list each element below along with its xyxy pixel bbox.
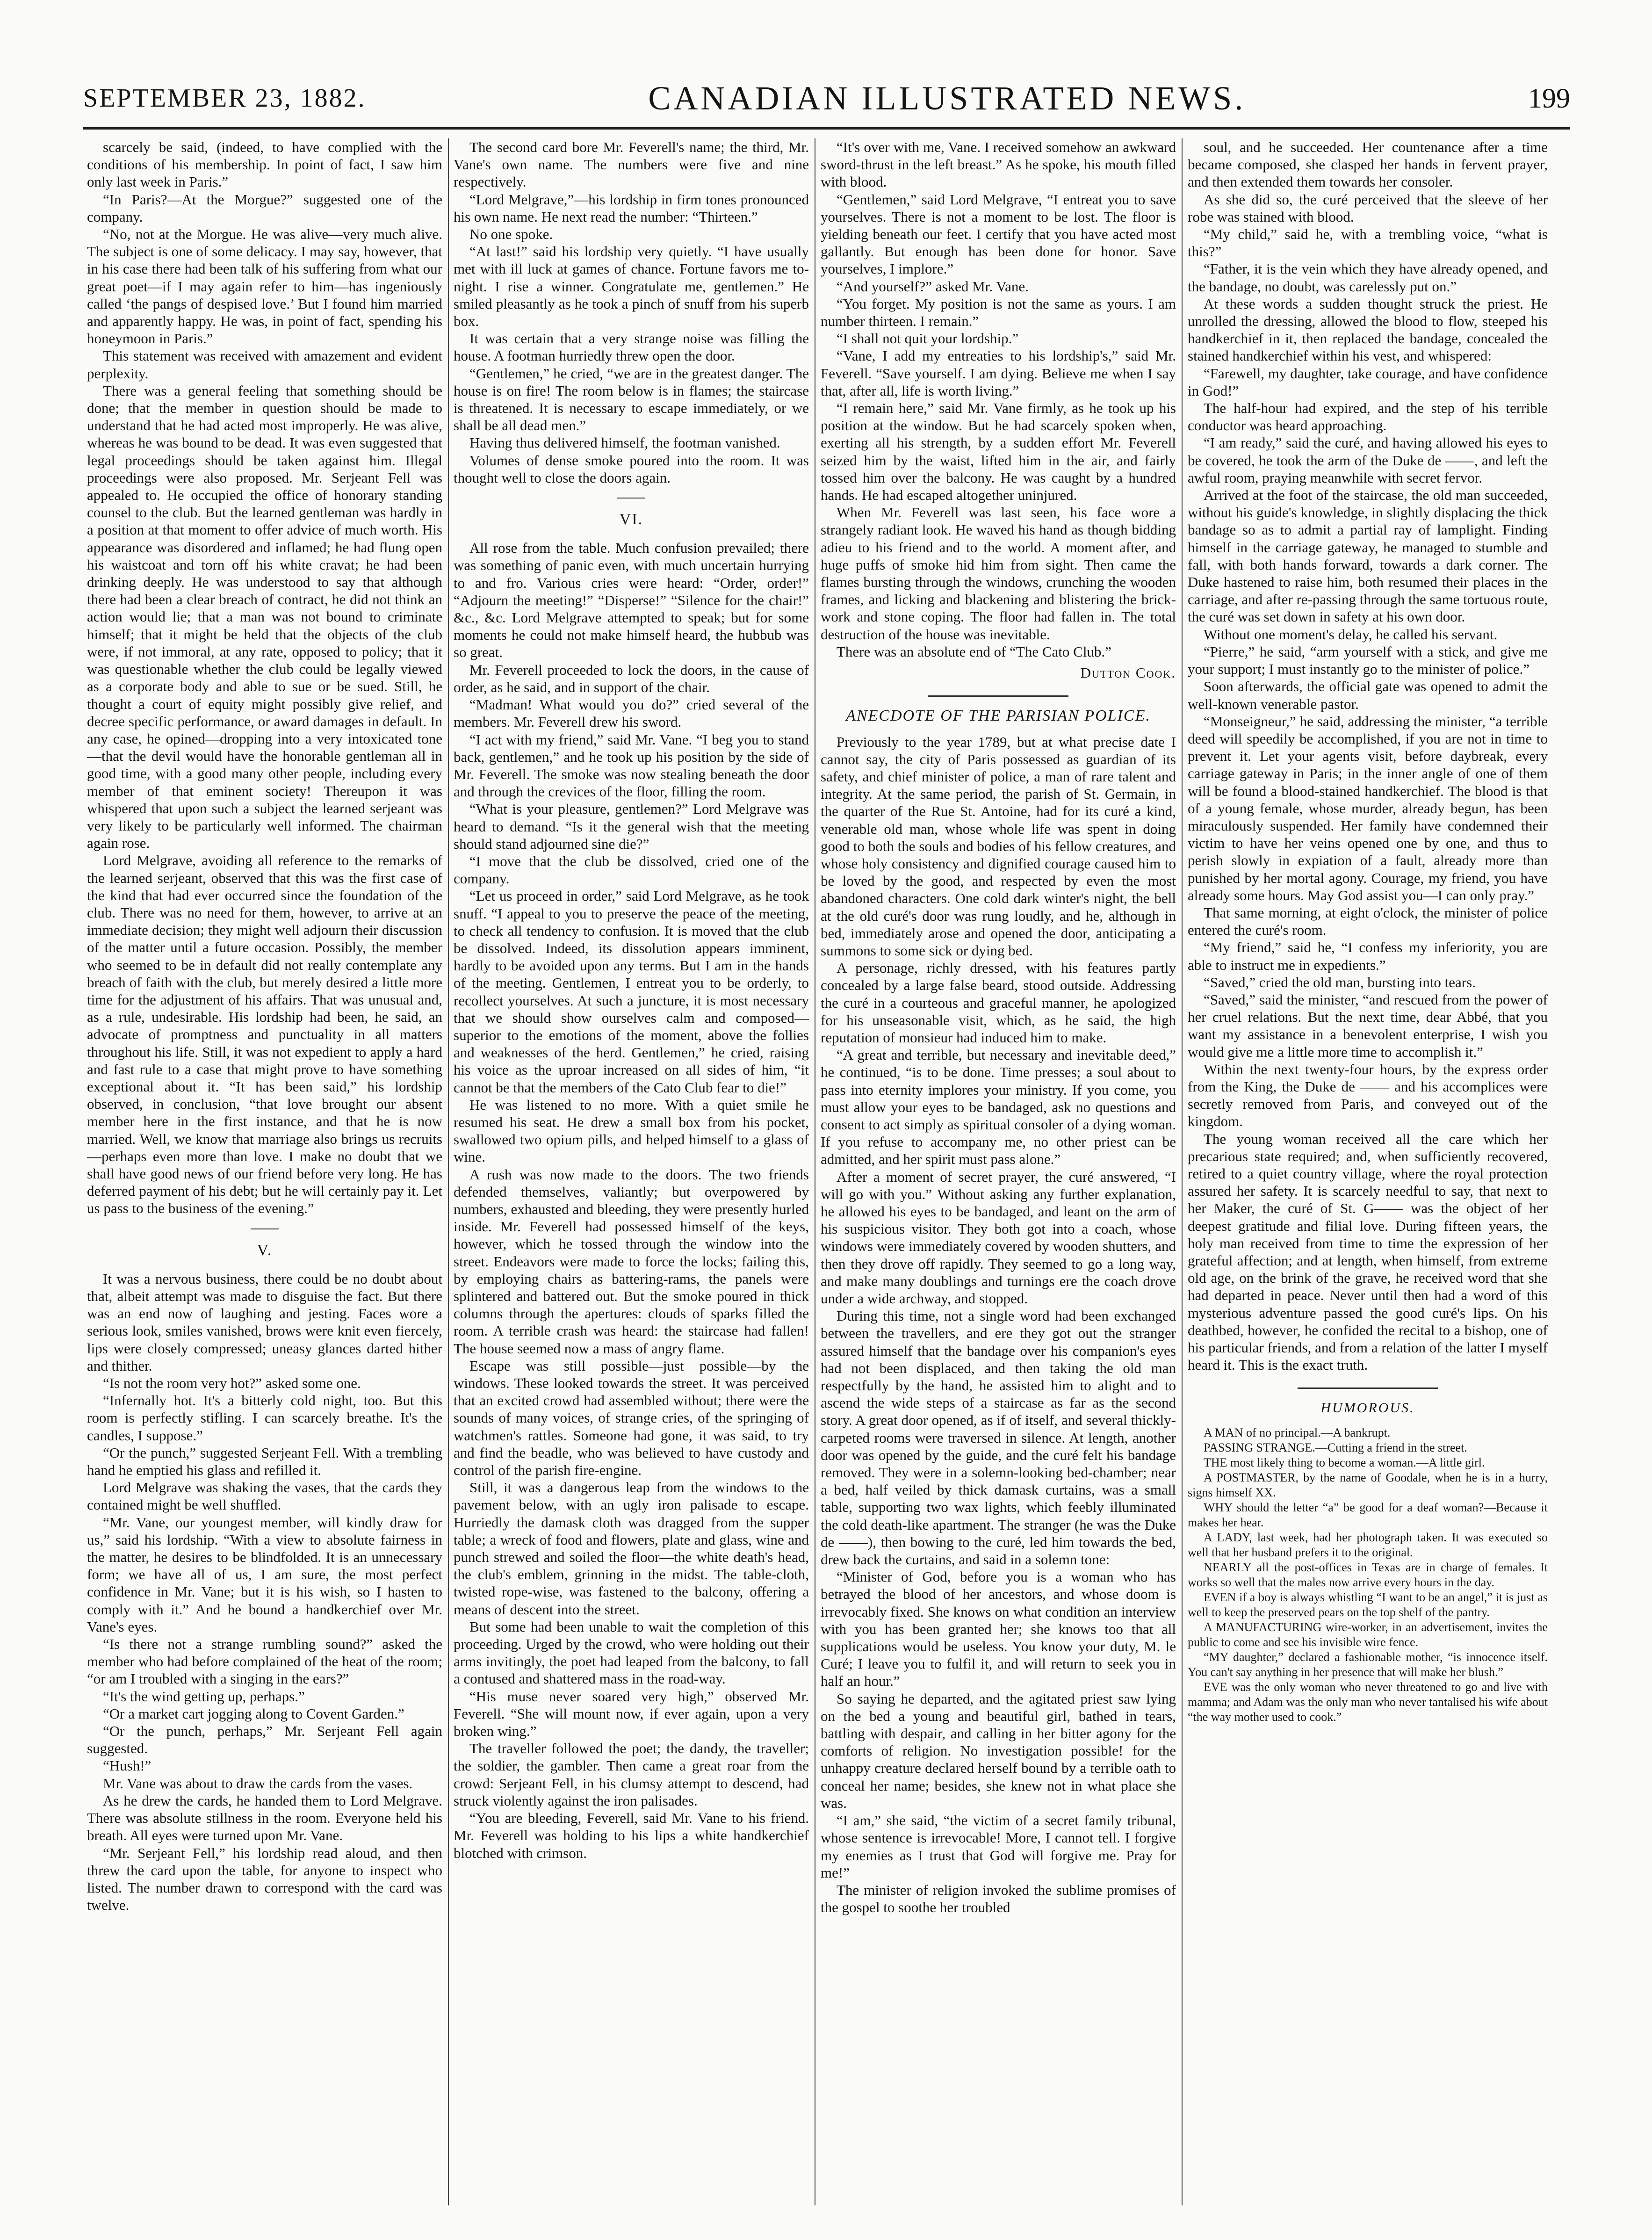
- paragraph: “I move that the club be dissolved, cried one of the company.: [454, 853, 809, 887]
- paragraph: There was an absolute end of “The Cato Club.”: [837, 643, 1111, 660]
- paragraph: “Infernally hot. It's a bitterly cold night, too. But this room is perfectly stifling. I can scarcely breathe. It's the candles, I suppose.”: [87, 1392, 442, 1444]
- paragraph: “Is not the room very hot?” asked some one.: [103, 1375, 361, 1392]
- paragraph: Still, it was a dangerous leap from the windows to the pavement below, with an ugly iron palisade to escape. Hurriedly the damask cloth was dragged from the supper table; a wreck of food and flowers, plate and glass, wine and punch strewed and soiled the floor—the white death's head, the club's emblem, grinning in the midst. The table-cloth, twisted rope-wise, was fastened to the balcony, offering a means of descent into the street.: [454, 1479, 809, 1618]
- paragraph: “Vane, I add my entreaties to his lordship's,” said Mr. Feverell. “Save yourself. I am dying. Believe me when I say that, after all, life is worth living.”: [821, 347, 1176, 399]
- paragraph: A LADY, last week, had her photograph taken. It was executed so well that her husband prefers it to the original.: [1188, 1530, 1548, 1559]
- paragraph: “At last!” said his lordship very quietly. “I have usually met with ill luck at games of chance. Fortune favors me to-night. I rise a winner. Congratulate me, gentlemen.” He smiled pleasantly as he took a pinch of snuff from his superb box.: [454, 243, 809, 330]
- paragraph: Mr. Feverell proceeded to lock the doors, in the cause of order, as he said, and in support of the chair.: [454, 661, 809, 695]
- paragraph: Mr. Vane was about to draw the cards from the vases.: [103, 1775, 413, 1792]
- section-separator: [617, 498, 645, 499]
- paragraph: “No, not at the Morgue. He was alive—very much alive. The subject is one of some delicacy. I may say, however, that in his case there had been talk of his suffering from what our great poet—if I may again refer to him—has ingeniously called ‘the pangs of despised love.’ But I found him married and apparently happy. He was, in point of fact, spending his honeymoon in Paris.”: [87, 226, 442, 347]
- paragraph: This statement was received with amazement and evident perplexity.: [87, 347, 442, 382]
- paragraph: “Or the punch,” suggested Serjeant Fell. With a trembling hand he emptied his glass and refilled it.: [87, 1444, 442, 1479]
- paragraph: “Let us proceed in order,” said Lord Melgrave, as he took snuff. “I appeal to you to preserve the peace of the meeting, to check all tendency to confusion. It is moved that the club be dissolved. Indeed, its dissolution appears imminent, hardly to be avoided upon any terms. But I am in the hands of the meeting. Gentlemen, I entreat you to be orderly, to recollect yourselves. At such a juncture, it is most necessary that we should show ourselves calm and composed—superior to the emotions of the moment, above the follies and weaknesses of the herd. Gentlemen,” he cried, raising his voice as the uproar increased on all sides of him, “it cannot be that the members of the Cato Club fear to die!”: [454, 888, 809, 1096]
- paragraph: It was certain that a very strange noise was filling the house. A footman hurriedly threw open the door.: [454, 330, 809, 364]
- paragraph: Within the next twenty-four hours, by the express order from the King, the Duke de —— and his accomplices were secretly removed from Paris, and conveyed out of the kingdom.: [1188, 1061, 1548, 1130]
- paragraph: “It's over with me, Vane. I received somehow an awkward sword-thrust in the left breast.” As he spoke, his mouth filled with blood.: [821, 139, 1176, 190]
- paragraph: “Saved,” said the minister, “and rescued from the power of her cruel relations. But the next time, dear Abbé, that you want my assistance in a benevolent enterprise, I wish you would give me a little more time to accomplish it.”: [1188, 991, 1548, 1060]
- humorous-items: [1188, 1425, 1548, 1725]
- masthead-rule: [83, 127, 1570, 130]
- paragraph: “Lord Melgrave,”—his lordship in firm tones pronounced his own name. He next read the number: “Thirteen.”: [454, 191, 809, 225]
- paragraph: “Or the punch, perhaps,” Mr. Serjeant Fell again suggested.: [87, 1723, 442, 1757]
- col4-paragraphs: [1188, 138, 1548, 1373]
- paragraph: “Gentlemen,” said Lord Melgrave, “I entreat you to save yourselves. There is not a moment to be lost. The floor is yielding beneath our feet. I certify that you have acted most gallantly. But enough has been done for honor. Save yourselves, I implore.”: [821, 191, 1176, 277]
- paragraph: “I shall not quit your lordship.”: [837, 330, 1019, 347]
- col2-paragraphs: [454, 138, 809, 486]
- paragraph: WHY should the letter “a” be good for a deaf woman?—Because it makes her hear.: [1188, 1500, 1548, 1529]
- paragraph: The minister of religion invoked the sublime promises of the gospel to soothe her troubled: [821, 1881, 1176, 1916]
- paragraph: EVE was the only woman who never threatened to go and live with mamma; and Adam was the only man who never tantalised his wife about “the way mother used to cook.”: [1188, 1680, 1548, 1724]
- column-rule: [448, 138, 449, 2205]
- paragraph: A rush was now made to the doors. The two friends defended themselves, valiantly; but overpowered by numbers, exhausted and bleeding, they were presently hurled inside. Mr. Feverell had possessed himself of the keys, however, which he tossed through the window into the street. Endeavors were made to force the locks; failing this, by employing chairs as battering-rams, the panels were splintered and battered out. But the smoke poured in thick columns through the apertures: clouds of sparks filled the room. A terrible crash was heard: the staircase had fallen! The house seemed now a mass of angry flame.: [454, 1166, 809, 1357]
- paragraph: “In Paris?—At the Morgue?” suggested one of the company.: [87, 191, 442, 225]
- column-4: [1188, 138, 1548, 2205]
- paragraph: He was listened to no more. With a quiet smile he resumed his seat. He drew a small box from his pocket, swallowed two opium pills, and helped himself to a glass of wine.: [454, 1096, 809, 1165]
- paragraph: Arrived at the foot of the staircase, the old man succeeded, without his guide's knowledge, in slightly displacing the thick bandage so as to admit a partial ray of lamplight. Finding himself in the carriage gateway, he managed to stumble and fall, with both hands forward, towards a dark corner. The Duke hastened to raise him, both resumed their places in the carriage, and after re-passing through the same tortuous route, the curé was set down in safety at his own door.: [1188, 487, 1548, 625]
- paragraph: “You are bleeding, Feverell, said Mr. Vane to his friend. Mr. Feverell was holding to his lips a white handkerchief blotched with crimson.: [454, 1810, 809, 1861]
- article-title: ANECDOTE OF THE PARISIAN POLICE.: [846, 707, 1151, 725]
- paragraph: scarcely be said, (indeed, to have complied with the conditions of his membership. In point of fact, I saw him only last week in Paris.”: [87, 139, 442, 190]
- paragraph: “Father, it is the vein which they have already opened, and the bandage, no doubt, was carelessly put on.”: [1188, 260, 1548, 295]
- paragraph: The traveller followed the poet; the dandy, the traveller; the soldier, the gambler. Then came a great roar from the crowd: Serjeant Fell, in his clumsy attempt to descend, had struck violently against the iron palisades.: [454, 1740, 809, 1809]
- column-1: [87, 138, 442, 2196]
- issue-date: SEPTEMBER 23, 1882.: [83, 84, 366, 113]
- paragraph: “Mr. Serjeant Fell,” his lordship read aloud, and then threw the card upon the table, for anyone to inspect who listed. The number drawn to correspond with the card was twelve.: [87, 1844, 442, 1914]
- paragraph: “Hush!”: [103, 1757, 151, 1774]
- section-heading-vi: VI.: [619, 511, 643, 528]
- paragraph: NEARLY all the post-offices in Texas are in charge of females. It works so well that the males now arrive every hours in the day.: [1188, 1560, 1548, 1589]
- masthead: [83, 70, 1570, 126]
- paragraph: Without one moment's delay, he called his servant.: [1204, 626, 1498, 643]
- paragraph: The half-hour had expired, and the step of his terrible conductor was heard approaching.: [1188, 400, 1548, 434]
- paragraph: “A great and terrible, but necessary and inevitable deed,” he continued, “is to be done. Time presses; a soul about to pass into eternity implores your ministry. If you come, you must allow your eyes to be bandaged, ask no questions and consent to act simply as spiritual consoler of a dying woman. If you refuse to accompany me, no other priest can be admitted, and her spirit must pass alone.”: [821, 1047, 1176, 1168]
- paragraph: At these words a sudden thought struck the priest. He unrolled the dressing, allowed the blood to flow, steeped his handkerchief in it, then replaced the bandage, concealed the stained handkerchief within his vest, and whispered:: [1188, 295, 1548, 364]
- paragraph: “I am ready,” said the curé, and having allowed his eyes to be covered, he took the arm of the Duke de ——, and left the awful room, praying meanwhile with secret fervor.: [1188, 434, 1548, 486]
- paragraph: All rose from the table. Much confusion prevailed; there was something of panic even, with much uncertain hurrying to and fro. Various cries were heard: “Order, order!” “Adjourn the meeting!” “Disperse!” “Silence for the chair!” &c., &c. Lord Melgrave attempted to speak; but for some moments he could not make himself heard, the hubbub was so great.: [454, 540, 809, 661]
- col1-paragraphs: [87, 138, 442, 1217]
- paragraph: The young woman received all the care which her precarious state required; and, when sufficiently recovered, retired to a quiet country village, where the royal protection assured her safety. It is scarcely needful to say, that next to her Maker, the curé of St. G—— was the object of her deepest gratitude and filial love. During fifteen years, the holy man received from time to time the expression of her grateful affection; and at length, when himself, from extreme old age, on the brink of the grave, he received word that she had departed in peace. Never until then had a word of this mysterious adventure passed the good curé's lips. On his deathbed, however, he confided the recital to a bishop, one of his particular friends, and from a relation of the latter I myself heard it. This is the exact truth.: [1188, 1130, 1548, 1373]
- paragraph: Having thus delivered himself, the footman vanished.: [469, 434, 780, 451]
- paragraph: The second card bore Mr. Feverell's name; the third, Mr. Vane's own name. The numbers were five and nine respectively.: [454, 139, 809, 190]
- paragraph: “And yourself?” asked Mr. Vane.: [837, 278, 1029, 295]
- paragraph: “My friend,” said he, “I confess my inferiority, you are able to instruct me in expedients.”: [1188, 939, 1548, 973]
- column-rule: [1182, 138, 1183, 2205]
- paragraph: “It's the wind getting up, perhaps.”: [103, 1688, 305, 1705]
- paragraph: As she did so, the curé perceived that the sleeve of her robe was stained with blood.: [1188, 191, 1548, 225]
- paragraph: It was a nervous business, there could be no doubt about that, albeit attempt was made to disguise the fact. But there was an end now of laughing and jesting. Faces wore a serious look, smiles vanished, brows were knit even fiercely, lips were closely compressed; uneasy glances darted hither and thither.: [87, 1270, 442, 1374]
- paragraph: “Is there not a strange rumbling sound?” asked the member who had before complained of the heat of the room; “or am I troubled with a singing in the ears?”: [87, 1636, 442, 1687]
- paragraph: “You forget. My position is not the same as yours. I am number thirteen. I remain.”: [821, 295, 1176, 330]
- paragraph: A POSTMASTER, by the name of Goodale, when he is in a hurry, signs himself XX.: [1188, 1470, 1548, 1499]
- col3-article-paragraphs: [821, 733, 1176, 1916]
- paragraph: Lord Melgrave, avoiding all reference to the remarks of the learned serjeant, observed that this was the first case of the kind that had ever occurred since the foundation of the club. There was no need for them, however, to arrive at an immediate decision; they might well adjourn their discussion of the matter until a future occasion. Possibly, the member who seemed to be in default did not really contemplate any breach of faith with the club, but merely desired a little more time for the adjustment of his affairs. That was unusual and, as a rule, undesirable. His lordship had been, he said, an advocate of promptness and punctuality in all matters throughout his life. Still, it was not expedient to apply a hard and fast rule to a case that might prove to have something exceptional about it. “It has been said,” his lordship observed, in conclusion, “that love brought our absent member here in the first instance, and that he is now married. Well, we know that marriage also brings us recruits—perhaps even more than love. I make no doubt that we shall have good news of our friend before very long. He has deferred payment of his debt; but he will certainly pay it. Let us pass to the business of the evening.”: [87, 852, 442, 1217]
- paragraph: “MY daughter,” declared a fashionable mother, “is innocence itself. You can't say anything in her presence that will make her blush.”: [1188, 1650, 1548, 1679]
- humorous-heading: HUMOROUS.: [1320, 1400, 1415, 1416]
- paragraph: Previously to the year 1789, but at what precise date I cannot say, the city of Paris possessed as guardian of its safety, and chief minister of police, a man of rare talent and integrity. At the same period, the parish of St. Germain, in the quarter of the Rue St. Antoine, had for its curé a kind, venerable old man, whose whole life was spent in doing good to both the souls and bodies of his fellow creatures, and whose holy consistency and dignified courage caused him to be loved by the good, and respected by even the most abandoned characters. One cold dark winter's night, the bell at the old curé's door was rung loudly, and he, although in bed, immediately arose and opened the door, anticipating a summons to some sick or dying bed.: [821, 733, 1176, 959]
- paragraph: There was a general feeling that something should be done; that the member in question should be made to understand that he had acted most improperly. He was alive, whereas he was bound to be dead. It was even suggested that legal proceedings should be taken against him. Illegal proceedings were also proposed. Mr. Serjeant Fell was appealed to. He occupied the office of honorary standing counsel to the club. But the learned gentleman was hardly in a position at that moment to offer advice of much worth. His appearance was disordered and inflamed; he had flung open his waistcoat and torn off his white cravat; he had been drinking deeply. He was understood to say that although there had been a clear breach of contract, he did not think an action would lie; that a man was not bound to criminate himself; that it might be held that the objects of the club were, if not immoral, at any rate, opposed to policy; that it was questionable whether the club could be legally viewed as a corporate body and able to sue or be sued. Still, he thought a court of equity might possibly give relief, and decree specific performance, or award damages in default. In any case, he opined—dropping into a very intoxicated tone—that the devil would have the honorable gentleman all in good time, with a good many other people, including every member of that eminent society! Thereupon it was whispered that upon such a subject the learned serjeant was very likely to be particularly well informed. The chairman again rose.: [87, 382, 442, 852]
- author-signature: Dutton Cook.: [1080, 665, 1176, 681]
- paragraph: “Saved,” cried the old man, bursting into tears.: [1204, 974, 1476, 990]
- paragraph: “Or a market cart jogging along to Covent Garden.”: [103, 1705, 404, 1722]
- section-heading-v: V.: [257, 1241, 273, 1259]
- article-separator: [928, 695, 1068, 697]
- paragraph: As he drew the cards, he handed them to Lord Melgrave. There was absolute stillness in the room. Everyone held his breath. All eyes were turned upon Mr. Vane.: [87, 1792, 442, 1844]
- paragraph: Soon afterwards, the official gate was opened to admit the well-known venerable pastor.: [1188, 678, 1548, 712]
- paragraph: A personage, richly dressed, with his features partly concealed by a large false beard, stood outside. Addressing the curé in a courteous and graceful manner, he apologized for his unseasonable visit, which, as he said, the high reputation of monsieur had induced him to make.: [821, 960, 1176, 1046]
- page-number: 199: [1528, 82, 1570, 114]
- paragraph: THE most likely thing to become a woman.—A little girl.: [1204, 1455, 1485, 1469]
- paragraph: So saying he departed, and the agitated priest saw lying on the bed a young and beautiful girl, bathed in tears, battling with despair, and calling in her bitter agony for the comforts of religion. No investigation possible! for the unhappy creature declared herself bound by a terrible oath to conceal her name; besides, she knew not in what place she was.: [821, 1690, 1176, 1811]
- col3-paragraphs: [821, 138, 1176, 660]
- paragraph: When Mr. Feverell was last seen, his face wore a strangely radiant look. He waved his hand as though bidding adieu to his friend and to the world. A moment after, and huge puffs of smoke hid him from sight. Then came the flames bursting through the windows, crunching the wooden frames, and licking and blackening and blistering the brick-work and stone coping. The floor had fallen in. The total destruction of the house was inevitable.: [821, 504, 1176, 643]
- paragraph: Volumes of dense smoke poured into the room. It was thought well to close the doors again.: [454, 452, 809, 486]
- paragraph: A MANUFACTURING wire-worker, in an advertisement, invites the public to come and see his invisible wire fence.: [1188, 1620, 1548, 1649]
- paragraph: Lord Melgrave was shaking the vases, that the cards they contained might be well shuffled.: [87, 1479, 442, 1513]
- column-3: [821, 138, 1176, 2215]
- newspaper-title: CANADIAN ILLUSTRATED NEWS.: [648, 79, 1246, 117]
- paragraph: “I act with my friend,” said Mr. Vane. “I beg you to stand back, gentlemen,” and he took up his position by the side of Mr. Feverell. The smoke was now stealing beneath the door and through the crevices of the floor, filling the room.: [454, 731, 809, 800]
- paragraph: After a moment of secret prayer, the curé answered, “I will go with you.” Without asking any further explanation, he allowed his eyes to be bandaged, and leant on the arm of his suspicious visitor. They both got into a coach, whose windows were immediately covered by wooden shutters, and then they drove off rapidly. They seemed to go a long way, and make many doublings and turnings ere the coach drove under a wide archway, and stopped.: [821, 1168, 1176, 1307]
- col2-paragraphs-after: [454, 539, 809, 1861]
- paragraph: But some had been unable to wait the completion of this proceeding. Urged by the crowd, who were holding out their arms invitingly, the poet had leaped from the balcony, to fall a contused and shattered mass in the road-way.: [454, 1618, 809, 1687]
- paragraph: “Minister of God, before you is a woman who has betrayed the blood of her ancestors, and whose doom is irrevocably fixed. She knows on what condition an interview with you has been granted her; she knows too that all supplications would be useless. You know your duty, M. le Curé; I leave you to fulfil it, and will return to seek you in half an hour.”: [821, 1568, 1176, 1690]
- paragraph: PASSING STRANGE.—Cutting a friend in the street.: [1204, 1440, 1467, 1454]
- paragraph: “Gentlemen,” he cried, “we are in the greatest danger. The house is on fire! The room below is in flames; the staircase is threatened. It is necessary to escape immediately, or we shall be all dead men.”: [454, 365, 809, 434]
- paragraph: “Mr. Vane, our youngest member, will kindly draw for us,” said his lordship. “With a view to absolute fairness in the matter, he desires to be blindfolded. It is an unnecessary form; we have all of us, I am sure, the most perfect confidence in Mr. Vane; but it is his wish, so I hasten to comply with it.” And he bound a handkerchief over Mr. Vane's eyes.: [87, 1514, 442, 1635]
- humorous-separator: [1298, 1387, 1438, 1389]
- paragraph: EVEN if a boy is always whistling “I want to be an angel,” it is just as well to keep the preserved pears on the top shelf of the pantry.: [1188, 1590, 1548, 1619]
- paragraph: That same morning, at eight o'clock, the minister of police entered the curé's room.: [1188, 904, 1548, 939]
- paragraph: “Madman! What would you do?” cried several of the members. Mr. Feverell drew his sword.: [454, 696, 809, 730]
- paragraph: During this time, not a single word had been exchanged between the travellers, and ere they got out the stranger assured himself that the bandage over his companion's eyes had not been displaced, and then taking the old man respectfully by the hand, he assisted him to alight and to ascend the wide steps of a staircase as far as the second story. A great door opened, as if of itself, and several thickly-carpeted rooms were traversed in silence. At length, another door was opened by the guide, and the curé felt his bandage removed. They were in a solemn-looking bed-chamber; near a bed, half veiled by thick damask curtains, was a small table, supporting two wax lights, which feebly illuminated the cold death-like apartment. The stranger (he was the Duke de ——), then bowing to the curé, led him towards the bed, drew back the curtains, and said in a solemn tone:: [821, 1308, 1176, 1568]
- paragraph: “My child,” said he, with a trembling voice, “what is this?”: [1188, 226, 1548, 260]
- paragraph: “Pierre,” he said, “arm yourself with a stick, and give me your support; I must instantly go to the minister of police.”: [1188, 643, 1548, 678]
- paragraph: “Farewell, my daughter, take courage, and have confidence in God!”: [1188, 365, 1548, 399]
- paragraph: “I remain here,” said Mr. Vane firmly, as he took up his position at the window. But he had scarcely spoken when, exerting all his strength, by a sudden effort Mr. Feverell seized him by the waist, lifted him in the air, and fairly tossed him over the balcony. He was caught by a hundred hands. He had escaped altogether uninjured.: [821, 400, 1176, 504]
- col1-paragraphs-after: [87, 1270, 442, 1914]
- paragraph: Escape was still possible—just possible—by the windows. These looked towards the street. It was perceived that an excited crowd had assembled without; there were the sounds of many voices, of strange cries, of the springing of watchmen's rattles. Someone had gone, it was said, to try and find the beadle, who was believed to have custody and control of the parish fire-engine.: [454, 1357, 809, 1479]
- column-2: [454, 138, 809, 2205]
- section-separator: [251, 1228, 279, 1229]
- paragraph: “His muse never soared very high,” observed Mr. Feverell. “She will mount now, if ever again, upon a very broken wing.”: [454, 1688, 809, 1740]
- paragraph: soul, and he succeeded. Her countenance after a time became composed, she clasped her hands in fervent prayer, and then extended them towards her consoler.: [1188, 139, 1548, 190]
- paragraph: “What is your pleasure, gentlemen?” Lord Melgrave was heard to demand. “Is it the general wish that the meeting should stand adjourned sine die?”: [454, 801, 809, 852]
- paragraph: A MAN of no principal.—A bankrupt.: [1204, 1425, 1391, 1439]
- paragraph: “Monseigneur,” he said, addressing the minister, “a terrible deed will speedily be accomplished, if you are not in time to prevent it. Let your agents visit, before daybreak, every carriage gateway in Paris; in the inner angle of one of them will be found a blood-stained handkerchief. The blood is that of a young female, whose murder, already begun, has been miraculously suspended. Her family have condemned their victim to have her veins opened one by one, and thus to perish slowly in expiation of a fault, already more than punished by her mortal agony. Courage, my friend, you have already some hours. May God assist you—I can only pray.”: [1188, 713, 1548, 903]
- paragraph: “I am,” she said, “the victim of a secret family tribunal, whose sentence is irrevocable! More, I cannot tell. I forgive my enemies as I trust that God will forgive me. Pray for me!”: [821, 1812, 1176, 1881]
- paragraph: No one spoke.: [469, 226, 553, 243]
